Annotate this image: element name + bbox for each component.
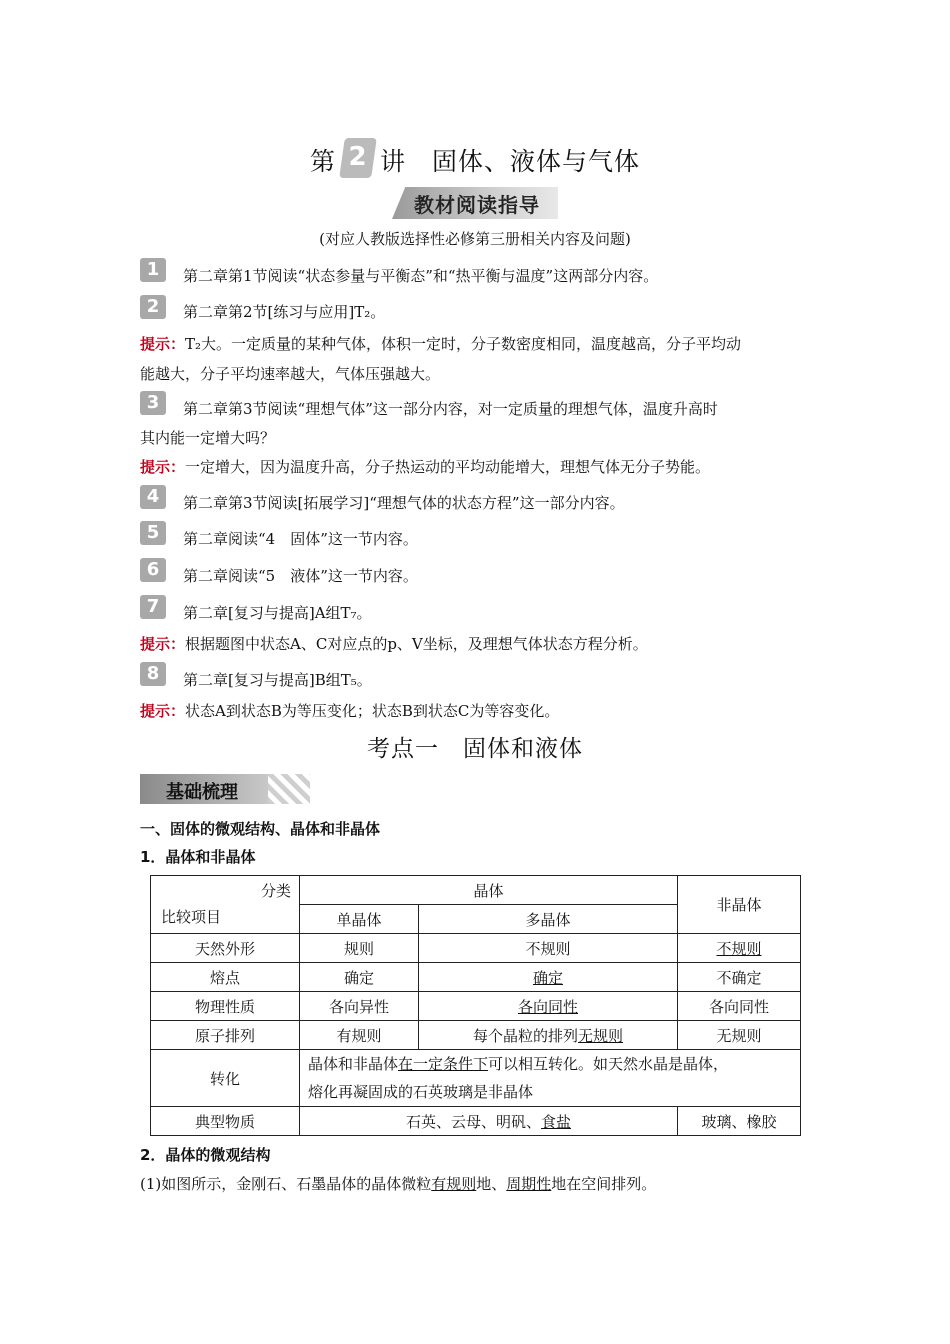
item-number-badge: 1 [140, 258, 166, 282]
lesson-suffix: 讲 [379, 147, 406, 176]
cell-single: 各向异性 [300, 992, 419, 1021]
basics-tag-label: 基础梳理 [166, 782, 238, 803]
hint-line [140, 333, 815, 354]
hint-label: 提示： [140, 635, 186, 653]
header-polycrystal: 多晶体 [419, 905, 678, 934]
lesson-number: 2 [348, 142, 368, 172]
table-row [151, 1050, 801, 1107]
header-single-crystal: 单晶体 [300, 905, 419, 934]
hint-label: 提示： [140, 702, 186, 720]
heading-level2: 2．晶体的微观结构 [140, 1146, 271, 1164]
hint-text: 状态A到状态B为等压变化；状态B到状态C为等容变化。 [185, 702, 560, 720]
hint-line [140, 633, 815, 654]
cell-amorphous: 无规则 [678, 1021, 801, 1050]
heading-level2: 1．晶体和非晶体 [140, 848, 256, 866]
hint-label: 提示： [140, 335, 186, 353]
heading-level1: 一、固体的微观结构、晶体和非晶体 [140, 820, 381, 838]
header-compare-item: 比较项目 [161, 908, 222, 926]
row-label: 天然外形 [151, 934, 300, 963]
item-continuation: 其内能一定增大吗？ [140, 429, 276, 447]
table-row [151, 963, 801, 992]
paragraph: (1)如图所示，金刚石、石墨晶体的晶体微粒有规则地、周期性地在空间排列。 [140, 1175, 657, 1193]
reading-guide-banner: 教材阅读指导 [392, 183, 558, 219]
cell-poly: 各向同性 [419, 992, 678, 1021]
row-label: 熔点 [151, 963, 300, 992]
header-amorphous: 非晶体 [678, 876, 801, 934]
cell-conversion: 晶体和非晶体在一定条件下可以相互转化。如天然水晶是晶体， 熔化再凝固成的石英玻璃是非晶体 [300, 1050, 801, 1107]
item-text: 第二章第3节阅读“理想气体”这一部分内容，对一定质量的理想气体，温度升高时 [183, 400, 718, 418]
hint-text: 根据题图中状态A、C对应点的p、V坐标，及理想气体状态方程分析。 [185, 635, 648, 653]
row-label: 原子排列 [151, 1021, 300, 1050]
item-text: 第二章第2节[练习与应用]T₂。 [183, 303, 386, 321]
cell-amorphous: 不规则 [678, 934, 801, 963]
header-category: 分类 [260, 882, 291, 900]
section-title: 考点一 固体和液体 [367, 736, 583, 762]
hint-text: T₂大。一定质量的某种气体，体积一定时，分子数密度相同，温度越高，分子平均动 [185, 335, 742, 353]
cell-amorphous: 不确定 [678, 963, 801, 992]
lesson-title [0, 138, 950, 182]
item-number-badge: 5 [140, 521, 166, 545]
cell-poly: 每个晶粒的排列无规则 [419, 1021, 678, 1050]
row-label: 物理性质 [151, 992, 300, 1021]
item-number-badge: 7 [140, 595, 166, 619]
lesson-number-badge [342, 138, 374, 182]
item-text: 第二章第1节阅读“状态参量与平衡态”和“热平衡与温度”这两部分内容。 [183, 267, 659, 285]
crystal-comparison-table [150, 875, 801, 1136]
cell-single: 有规则 [300, 1021, 419, 1050]
hint-line [140, 456, 815, 477]
hint-text: 一定增大，因为温度升高，分子热运动的平均动能增大，理想气体无分子势能。 [185, 458, 711, 476]
item-text: 第二章[复习与提高]B组T₅。 [183, 671, 372, 689]
table-row [151, 1021, 801, 1050]
cell-poly: 确定 [419, 963, 678, 992]
table-row [151, 934, 801, 963]
item-text: 第二章阅读“4 固体”这一节内容。 [183, 530, 418, 548]
hint-line [140, 700, 815, 721]
basics-tag [140, 774, 310, 806]
cell-amorphous: 各向同性 [678, 992, 801, 1021]
row-label: 转化 [151, 1050, 300, 1107]
item-number-badge: 3 [140, 391, 166, 415]
item-text: 第二章第3节阅读[拓展学习]“理想气体的状态方程”这一部分内容。 [183, 494, 625, 512]
table-row [151, 1107, 801, 1136]
textbook-note: (对应人教版选择性必修第三册相关内容及问题) [319, 230, 631, 248]
cell-poly: 不规则 [419, 934, 678, 963]
cell-typical-amorphous: 玻璃、橡胶 [678, 1107, 801, 1136]
header-crystal: 晶体 [300, 876, 678, 905]
cell-single: 规则 [300, 934, 419, 963]
item-number-badge: 6 [140, 558, 166, 582]
lesson-prefix: 第 [309, 147, 336, 176]
row-label: 典型物质 [151, 1107, 300, 1136]
item-number-badge: 2 [140, 295, 166, 319]
cell-single: 确定 [300, 963, 419, 992]
item-number-badge: 4 [140, 485, 166, 509]
lesson-name: 固体、液体与气体 [432, 147, 641, 176]
table-diagonal-header [151, 876, 300, 934]
cell-typical-crystal: 石英、云母、明矾、食盐 [300, 1107, 678, 1136]
item-text: 第二章[复习与提高]A组T₇。 [183, 604, 372, 622]
item-number-badge: 8 [140, 662, 166, 686]
table-row [151, 992, 801, 1021]
hint-label: 提示： [140, 458, 186, 476]
item-text: 第二章阅读“5 液体”这一节内容。 [183, 567, 418, 585]
hint-continuation: 能越大，分子平均速率越大，气体压强越大。 [140, 365, 441, 383]
